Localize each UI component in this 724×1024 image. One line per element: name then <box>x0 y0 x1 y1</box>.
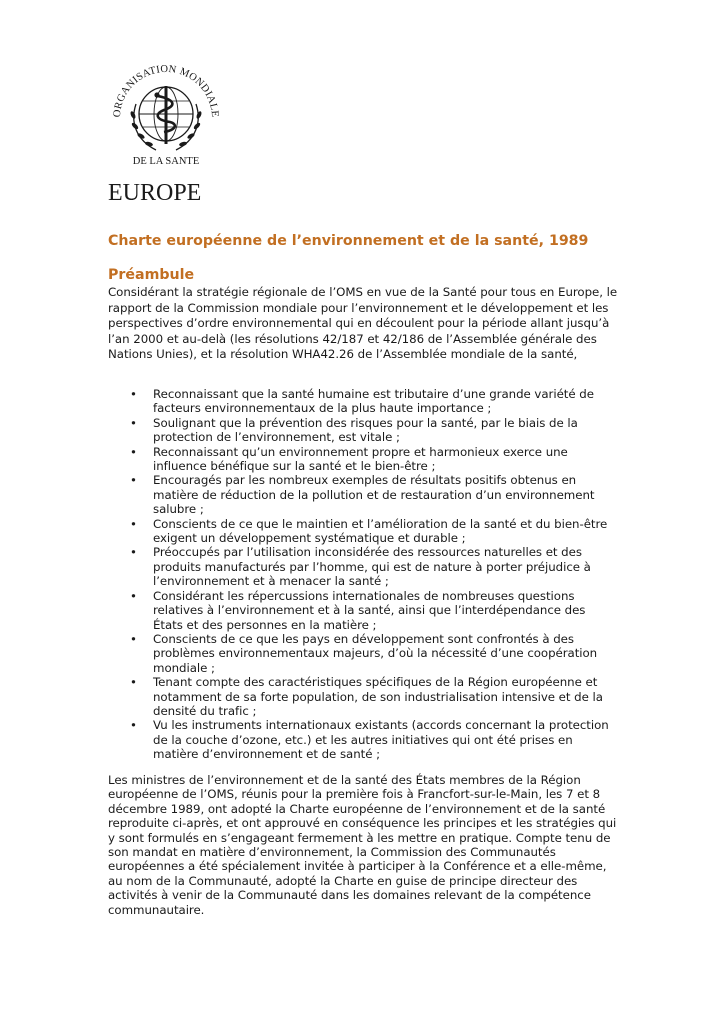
logo-region-text: EUROPE <box>108 180 202 205</box>
list-item: • Encouragés par les nombreux exemples de résultats positifs obtenus en matière de réduction de la pollution et de restauration d’un environnement salubre ; <box>108 473 618 516</box>
list-item: • Considérant les répercussions internationales de nombreuses questions relatives à l’environnement et à la santé, ainsi que l’interdépendance des États et des personnes en la matière ; <box>108 589 618 632</box>
document-title: Charte européenne de l’environnement et de la santé, 1989 <box>108 233 589 249</box>
list-item: • Reconnaissant qu’un environnement propre et harmonieux exerce une influence bénéfique sur la santé et le bien-être ; <box>108 445 618 474</box>
list-item: • Préoccupés par l’utilisation inconsidérée des ressources naturelles et des produits manufacturés par l’homme, qui est de nature à porter préjudice à l’environnement et à menacer la santé ; <box>108 545 618 588</box>
list-item: • Conscients de ce que le maintien et l’amélioration de la santé et du bien-être exigent un développement systématique et durable ; <box>108 517 618 546</box>
logo-bottom-text: DE LA SANTE <box>132 156 200 167</box>
list-item: • Vu les instruments internationaux existants (accords concernant la protection de la couche d’ozone, etc.) et les autres initiatives qui ont été prises en matière d’environnement et de santé ; <box>108 718 618 761</box>
intro-paragraph: Considérant la stratégie régionale de l’OMS en vue de la Santé pour tous en Europe, le rapport de la Commission mondiale pour l’environnement et le développement et les perspectives d’ordre environnemental qui en découlent pour la période allant jusqu’à l’an 2000 et au-delà (les résolutions 42/187 et 42/186 de l’Assemblée générale des Nations Unies), et la résolution WHA42.26 de l’Assemblée mondiale de la santé, <box>108 285 618 362</box>
section-title: Préambule <box>108 267 195 283</box>
considerations-list <box>108 387 618 762</box>
closing-paragraph: Les ministres de l’environnement et de la santé des États membres de la Région européenne de l’OMS, réunis pour la première fois à Francfort-sur-le-Main, les 7 et 8 décembre 1989, ont adopté la Charte européenne de l’environnement et de la santé reproduite ci-après, et ont approuvé en conséquence les principes et les stratégies qui y sont formulés en s’engageant fermement à les mettre en pratique. Compte tenu de son mandat en matière d’environnement, la Commission des Communautés européennes a été spécialement invitée à participer à la Conférence et a elle-même, au nom de la Communauté, adopté la Charte en guise de principe directeur des activités à venir de la Communauté dans les domaines relevant de la compétence communautaire. <box>108 773 617 917</box>
list-item: • Reconnaissant que la santé humaine est tributaire d’une grande variété de facteurs environnementaux de la plus haute importance ; <box>108 387 618 416</box>
who-europe-logo <box>106 60 226 205</box>
list-item: • Conscients de ce que les pays en développement sont confrontés à des problèmes environnementaux majeurs, d’où la nécessité d’une coopération mondiale ; <box>108 632 618 675</box>
list-item: • Soulignant que la prévention des risques pour la santé, par le biais de la protection de l’environnement, est vitale ; <box>108 416 618 445</box>
who-emblem-icon <box>106 60 226 205</box>
logo-arc-text: ORGANISATION MONDIALE <box>111 63 221 118</box>
list-item: • Tenant compte des caractéristiques spécifiques de la Région européenne et notamment de sa forte population, de son industrialisation intensive et de la densité du trafic ; <box>108 675 618 718</box>
